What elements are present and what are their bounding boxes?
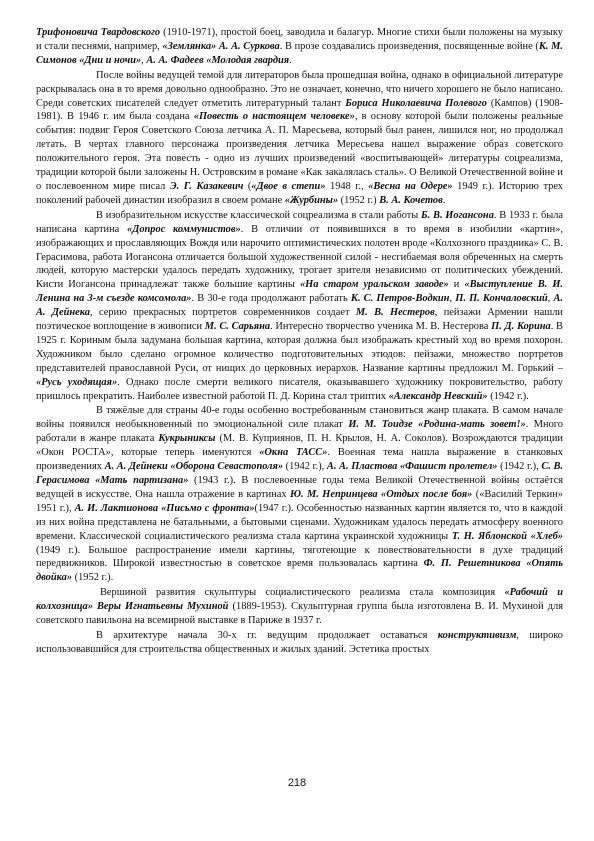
emphasized-text: А. А. Дейнеки «Оборона Севастополя» [104,461,284,473]
emphasized-text: «Русь уходящая» [36,376,118,388]
emphasized-text: «Двое в степи» [251,180,326,192]
text-run: («Василий Теркин» 1951 г.), [36,488,563,514]
paragraph [36,629,563,657]
emphasized-text: И. М. Тоидзе «Родина-мать зовет!» [348,419,526,431]
emphasized-text: П. П. Кончаловский [455,293,548,305]
emphasized-text: К. М. Симонов «Дни и ночи» [36,40,563,66]
emphasized-text: «Землянка» А. А. Суркова [162,40,280,52]
text-run: . [442,194,446,206]
text-run: В изобразительном искусстве классической соцреализма в стали работы [96,209,422,221]
text-run: , [141,54,147,66]
text-run: , серию прекрасных портретов современников создает [89,307,356,319]
text-run: . В 1933 г. была написана картина [36,209,564,235]
emphasized-text: М. В. Нестеров [355,307,435,319]
emphasized-text: А. И. Лактионова «Письмо с фронта» [74,502,255,514]
emphasized-text: «Рабочий и колхозница» Веры Игнатьевны Мухиной [36,587,563,613]
text-run: , широко использовавшийся для строительства общественных и жилых зданий. Эстетика простых [36,629,563,655]
emphasized-text: «Окна ТАСС» [259,447,328,459]
emphasized-text: «Весна на Одере» [368,180,453,192]
text-run: и [448,279,465,291]
paragraph [36,26,563,68]
text-run: После войны ведущей темой для литераторов была прошедшая война, однако в официальной литературе раскрывалась она в то время довольно однообразно. Это не означает, конечно, что ничего хорошего не было написано. Среди советских писателей следует отметить литературный талант [36,69,563,109]
text-run: . В 30-е года продолжают работать [191,293,351,305]
text-run: (1949 г.). Большое распространение имели картины, тяготеющие к повествовательности в духе традиций передвижников. Широкой известностью в советское время пользовалась картина [36,544,563,570]
text-run: , [547,293,554,305]
emphasized-text: «Повесть о настоящем человеке» [193,111,355,123]
text-run: (1942 г.), [497,461,542,473]
text-run: . Однако после смерти великого писателя, оказывавшего художнику покровительство, работу пришлось прекратить. Наиболее известной работой П. Д. Корина стал триптих [36,376,563,402]
page-number: 218 [287,777,307,789]
text-run: . Интересно творчество ученика М. В. Нестерова [270,321,492,333]
text-run: . В прозе создавались произведения, посвященные войне ( [279,40,539,52]
text-run: (М. В. Куприянов, П. Н. Крылов, Н. А. Соколов). Возрождаются традиции «Окон РОСТА», которые теперь именуются [36,433,563,459]
text-run: 1948 г., [325,180,369,192]
emphasized-text: А. А. Пластова «Фашист пролетел» [326,461,498,473]
emphasized-text: К. С. Петров-Водкин [350,293,450,305]
paragraph [36,209,563,404]
emphasized-text: конструктивизм [437,629,517,641]
text-run: (1952 г.) [338,194,380,206]
paragraph [36,404,563,585]
text-run: (1889-1953). Скульптурная группа была изготовлена В. И. Мухиной для советского павильона на всемирной выставке в Париже в 1937 г. [36,601,563,627]
emphasized-text: В. А. Кочетов [379,194,443,206]
text-run: , в основу которой были положены реальные события: подвиг Героя Советского Союза летчика А. П. Маресьева, который был ранен, лишился ног, но продолжал летать. В чертах главного персонажа произведения летчика Мересьева нашел выражение образ советского положительного героя. Эта повесть - одно из лучших произведений «воспитывающей» литературы соцреализма, традиции которой были заложены Н. Островским в романе «Как закалялась сталь». О Великой Отечественной войне и о послевоенном мире писал [36,111,563,192]
text-run: ( [243,180,252,192]
emphasized-text: А. А. Фадеев «Молодая гвардия [146,54,290,66]
text-run: , [449,293,456,305]
text-run: (1947 г.). Особенностью названных картин является то, что в каждой из них война представлена не батальными, а бытовыми сценами. Художникам удалось передать атмосферу военного времени. Классической социалистического реализма стала картина украинской художницы [36,502,563,542]
text-run: (1943 г.). В послевоенные годы тема Великой Отечественной войны остаётся ведущей в искусстве. Она нашла отражение в картинах [36,475,563,500]
text-run: В тяжёлые для страны 40-е годы особенно востребованным становиться жанр плаката. В самом начале войны появился необыкновенный по эмоциональной силе плакат [36,405,563,431]
text-run: (1910-1971), простой боец, заводила и балагур. Многие стихи были положены на музыку и стали песнями, например, [36,27,563,52]
text-run: (1952 г.). [72,572,114,584]
emphasized-text: Э. Г. Казакевич [169,180,244,192]
emphasized-text: Ф. П. Решетникова «Опять двойка» [36,558,563,584]
text-run: (Кампов) (1908-1981). В 1946 г. им была создана [36,97,563,123]
text-run: . Много работали в жанре плаката [36,419,563,445]
emphasized-text: Т. Н. Яблонской «Хлеб» [451,530,563,542]
emphasized-text: Бориса Николаевича Полевого [345,97,487,109]
text-run: (1942 г.), [283,461,327,473]
text-run: . В 1925 г. Кориным была задумана большая картина, которая должна был изображать крестный ход во время похорон. Художником было сделано огромное количество подготовительных этюдов: пейзажи, множество портретов представителей православной Руси, от нищих до церковных иерархов. Название картины предложил М. Горький – [36,321,563,374]
emphasized-text: А. А. Дейнека [36,293,563,319]
emphasized-text: «Александр Невский» [388,390,488,402]
body-text [36,26,563,658]
text-run: 1949 г.). Историю трех поколений рабочей династии изобразил в своем романе [36,180,564,206]
emphasized-text: Б. В. Иогансона [421,209,494,221]
emphasized-text: «Допрос коммунистов» [127,223,241,235]
emphasized-text: Кукрыниксы [158,433,216,445]
text-run: Вершиной развития скульптуры социалистического реализма стала композиция [100,587,505,599]
emphasized-text: «На старом уральском заводе» [299,279,449,291]
text-run: В архитектуре начала 30-х гг. ведущим продолжает оставаться [96,629,438,641]
paragraph [36,586,563,628]
text-run: . В отличии от появившихся в то время в изобилии «картин», изображающих и прославляющих Вождя или нарочито оптимистических полотен вроде «Колхозного праздника» С. В. Герасимова, работа Иогансона отличается большой художественной силой - несгибаемая воля обреченных на смерть людей, которую мастерски удалось передать художнику, трогает зрителя независимо от политических убеждений. Кисти Иогансона принадлежат также большие картины [36,223,563,291]
emphasized-text: «Журбины» [284,194,339,206]
emphasized-text: Трифоновича Твардовского [36,27,161,38]
emphasized-text: С. В. Герасимова «Мать партизана» [36,461,564,486]
emphasized-text: «Выступление В. И. Ленина на 3-м съезде комсомола» [36,279,563,305]
emphasized-text: П. Д. Корина [491,321,551,333]
paragraph [36,69,563,208]
text-run: (1942 г.). [487,390,529,402]
text-run: , пейзажи Армении нашли поэтическое воплощение в живописи [36,307,563,333]
text-run: . Военная тема нашла выражение в станковых произведениях [36,447,563,473]
emphasized-text: М. С. Сарьяна [204,321,271,333]
text-run: . [289,54,292,66]
emphasized-text: Ю. М. Непринцева «Отдых после боя» [289,488,473,500]
